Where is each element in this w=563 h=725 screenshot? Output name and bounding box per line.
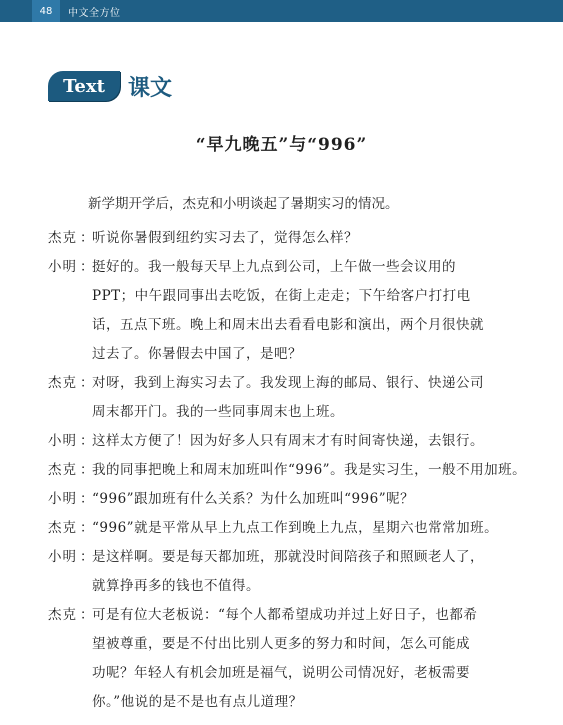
section-badge: Text (48, 71, 120, 101)
speaker-char: 小 (48, 433, 62, 449)
speaker-colon: ： (80, 549, 94, 565)
dialogue-text: 话，五点下班。晚上和周末出去看看电影和演出，两个月很快就 (92, 317, 484, 333)
speaker-char: 克 (62, 607, 76, 623)
dialogue-text: 望被尊重，要是不付出比别人更多的努力和时间，怎么可能成 (92, 636, 470, 652)
speaker-name (48, 487, 76, 507)
dialogue-text: “996”跟加班有什么关系？为什么加班叫“996”呢？ (92, 491, 415, 507)
header-bar (0, 0, 563, 22)
page-number: 48 (32, 0, 60, 22)
speaker-colon: ： (80, 462, 94, 478)
speaker-name (48, 255, 76, 275)
intro-paragraph: 新学期开学后，杰克和小明谈起了暑期实习的情况。 (88, 196, 399, 212)
speaker-char: 克 (62, 375, 76, 391)
speaker-name (48, 516, 76, 536)
dialogue-text: 周末都开门。我的一些同事周末也上班。 (92, 404, 344, 420)
speaker-char: 明 (62, 549, 76, 565)
dialogue-text: “996”就是平常从早上九点工作到晚上九点，星期六也常常加班。 (92, 520, 499, 536)
section-label: 课文 (128, 75, 173, 101)
dialogue-text: 你。”他说的是不是也有点儿道理？ (92, 694, 303, 710)
speaker-char: 明 (62, 491, 76, 507)
speaker-name (48, 545, 76, 565)
speaker-colon: ： (80, 259, 94, 275)
speaker-name (48, 226, 76, 246)
speaker-colon: ： (80, 433, 94, 449)
speaker-char: 克 (62, 230, 76, 246)
speaker-colon: ： (80, 520, 94, 536)
speaker-name (48, 603, 76, 623)
dialogue-text: 这样太方便了！因为好多人只有周末才有时间寄快递，去银行。 (92, 433, 484, 449)
speaker-colon: ： (80, 607, 94, 623)
section-heading (48, 70, 172, 102)
speaker-char: 杰 (48, 462, 62, 478)
speaker-name (48, 458, 76, 478)
lesson-title: “早九晚五”与“996” (195, 135, 368, 155)
speaker-char: 杰 (48, 230, 62, 246)
speaker-colon: ： (80, 491, 94, 507)
speaker-char: 明 (62, 259, 76, 275)
dialogue-text: 可是有位大老板说：“每个人都希望成功并过上好日子，也都希 (92, 607, 478, 623)
speaker-char: 明 (62, 433, 76, 449)
dialogue-text: 听说你暑假到纽约实习去了，觉得怎么样？ (92, 230, 358, 246)
speaker-char: 小 (48, 549, 62, 565)
dialogue-text: 对呀，我到上海实习去了。我发现上海的邮局、银行、快递公司 (92, 375, 484, 391)
speaker-name (48, 429, 76, 449)
speaker-char: 杰 (48, 520, 62, 536)
speaker-char: 克 (62, 520, 76, 536)
dialogue-text: 功呢？年轻人有机会加班是福气，说明公司情况好，老板需要 (92, 665, 470, 681)
dialogue-text: 是这样啊。要是每天都加班，那就没时间陪孩子和照顾老人了， (92, 549, 484, 565)
speaker-name (48, 371, 76, 391)
dialogue-text: PPT；中午跟同事出去吃饭，在街上走走；下午给客户打打电 (92, 288, 471, 304)
speaker-char: 小 (48, 259, 62, 275)
speaker-char: 杰 (48, 607, 62, 623)
speaker-char: 小 (48, 491, 62, 507)
dialogue-text: 我的同事把晚上和周末加班叫作“996”。我是实习生，一般不用加班。 (92, 462, 527, 478)
dialogue-text: 就算挣再多的钱也不值得。 (92, 578, 260, 594)
book-title: 中文全方位 (68, 7, 121, 19)
speaker-colon: ： (80, 375, 94, 391)
speaker-char: 克 (62, 462, 76, 478)
dialogue-text: 挺好的。我一般每天早上九点到公司，上午做一些会议用的 (92, 259, 456, 275)
dialogue-text: 过去了。你暑假去中国了，是吧？ (92, 346, 302, 362)
speaker-colon: ： (80, 230, 94, 246)
speaker-char: 杰 (48, 375, 62, 391)
